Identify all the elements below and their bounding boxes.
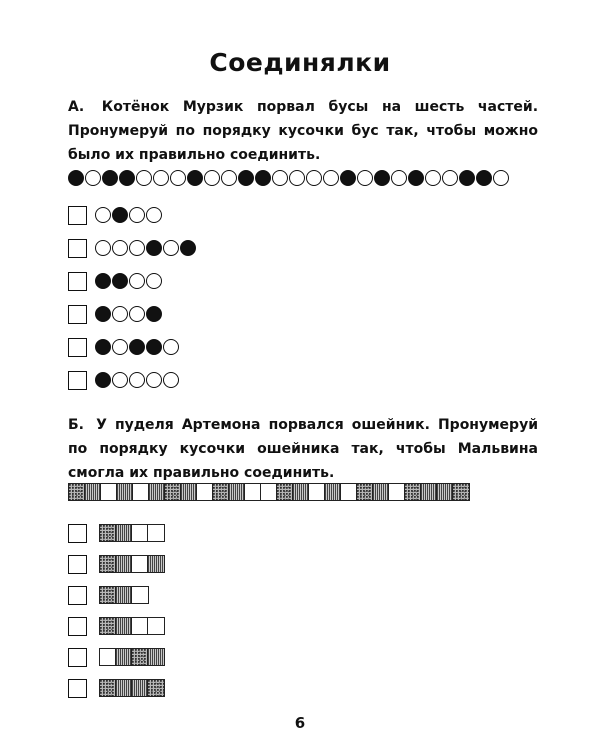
white-bead	[163, 240, 179, 256]
white-segment	[101, 484, 117, 500]
striped-segment	[229, 484, 245, 500]
black-bead	[374, 170, 390, 186]
collar-piece	[99, 648, 165, 666]
white-bead	[146, 207, 162, 223]
striped-segment	[85, 484, 101, 500]
answer-box[interactable]	[68, 648, 87, 667]
white-bead	[112, 339, 128, 355]
white-bead	[129, 372, 145, 388]
necklace-piece-row	[68, 370, 197, 390]
black-bead	[180, 240, 196, 256]
white-bead	[129, 207, 145, 223]
white-bead	[129, 240, 145, 256]
white-bead	[170, 170, 186, 186]
answer-box[interactable]	[68, 206, 87, 225]
black-bead	[146, 306, 162, 322]
white-bead	[204, 170, 220, 186]
speckled-segment	[277, 484, 293, 500]
speckled-segment	[405, 484, 421, 500]
collar-piece-row	[68, 554, 165, 574]
speckled-segment	[100, 680, 116, 696]
white-segment	[148, 618, 164, 634]
answer-box[interactable]	[68, 679, 87, 698]
speckled-segment	[148, 680, 164, 696]
striped-segment	[421, 484, 437, 500]
black-bead	[146, 339, 162, 355]
task-b-label: Б.	[68, 417, 84, 433]
black-bead	[129, 339, 145, 355]
speckled-segment	[69, 484, 85, 500]
striped-segment	[117, 484, 133, 500]
black-bead	[187, 170, 203, 186]
necklace-piece-row	[68, 304, 197, 324]
task-b-text	[68, 413, 538, 485]
speckled-segment	[165, 484, 181, 500]
white-bead	[306, 170, 322, 186]
white-bead	[425, 170, 441, 186]
striped-segment	[373, 484, 389, 500]
striped-segment	[148, 649, 164, 665]
speckled-segment	[100, 587, 116, 603]
white-segment	[261, 484, 277, 500]
striped-segment	[148, 556, 164, 572]
striped-segment	[116, 649, 132, 665]
collar-piece	[99, 679, 165, 697]
speckled-segment	[213, 484, 229, 500]
answer-box[interactable]	[68, 555, 87, 574]
task-a-text	[68, 95, 538, 167]
white-segment	[309, 484, 325, 500]
white-bead	[493, 170, 509, 186]
black-bead	[95, 306, 111, 322]
black-bead	[146, 240, 162, 256]
striped-segment	[325, 484, 341, 500]
collar-piece-row	[68, 523, 165, 543]
collar-piece	[99, 524, 165, 542]
page-title: Соединялки	[209, 48, 391, 77]
white-bead	[129, 273, 145, 289]
striped-segment	[149, 484, 165, 500]
collar-piece-row	[68, 678, 165, 698]
white-segment	[197, 484, 213, 500]
answer-box[interactable]	[68, 617, 87, 636]
full-necklace	[68, 170, 510, 186]
collar-pieces	[68, 523, 165, 709]
answer-box[interactable]	[68, 239, 87, 258]
white-bead	[391, 170, 407, 186]
speckled-segment	[453, 484, 469, 500]
black-bead	[255, 170, 271, 186]
task-a-label: А.	[68, 99, 85, 115]
necklace-piece-row	[68, 271, 197, 291]
black-bead	[112, 273, 128, 289]
full-collar	[68, 483, 470, 501]
speckled-segment	[100, 556, 116, 572]
white-bead	[112, 372, 128, 388]
white-bead	[112, 240, 128, 256]
collar-piece	[99, 555, 165, 573]
white-segment	[132, 556, 148, 572]
white-bead	[146, 372, 162, 388]
white-bead	[146, 273, 162, 289]
white-segment	[245, 484, 261, 500]
task-b-instruction: У пуделя Артемона порвался ошейник. Пронумеруй по порядку кусочки ошейника так, чтобы Мальвина смогла их правильно соединить.	[68, 417, 539, 481]
white-bead	[95, 207, 111, 223]
speckled-segment	[100, 525, 116, 541]
white-bead	[221, 170, 237, 186]
black-bead	[408, 170, 424, 186]
collar-piece-row	[68, 647, 165, 667]
white-segment	[132, 618, 148, 634]
white-bead	[129, 306, 145, 322]
necklace-piece	[95, 240, 197, 256]
striped-segment	[132, 680, 148, 696]
necklace-piece	[95, 339, 180, 355]
white-segment	[133, 484, 149, 500]
striped-segment	[181, 484, 197, 500]
black-bead	[459, 170, 475, 186]
black-bead	[476, 170, 492, 186]
answer-box[interactable]	[68, 524, 87, 543]
white-segment	[132, 525, 148, 541]
answer-box[interactable]	[68, 586, 87, 605]
speckled-segment	[100, 618, 116, 634]
necklace-piece-row	[68, 337, 197, 357]
white-bead	[323, 170, 339, 186]
black-bead	[102, 170, 118, 186]
striped-segment	[293, 484, 309, 500]
white-bead	[272, 170, 288, 186]
page-number: 6	[294, 714, 306, 732]
white-bead	[136, 170, 152, 186]
black-bead	[95, 372, 111, 388]
white-segment	[341, 484, 357, 500]
black-bead	[119, 170, 135, 186]
answer-box[interactable]	[68, 305, 87, 324]
task-a-instruction: Котёнок Мурзик порвал бусы на шесть частей. Пронумеруй по порядку кусочки бус так, чтобы можно было их правильно соединить.	[68, 99, 539, 163]
necklace-piece	[95, 207, 163, 223]
striped-segment	[116, 587, 132, 603]
necklace-piece-row	[68, 205, 197, 225]
collar-piece	[99, 586, 149, 604]
striped-segment	[116, 556, 132, 572]
necklace-pieces	[68, 205, 197, 403]
white-bead	[163, 339, 179, 355]
necklace-piece	[95, 372, 180, 388]
answer-box[interactable]	[68, 272, 87, 291]
white-bead	[112, 306, 128, 322]
white-bead	[153, 170, 169, 186]
white-segment	[389, 484, 405, 500]
answer-box[interactable]	[68, 338, 87, 357]
striped-segment	[116, 680, 132, 696]
speckled-segment	[132, 649, 148, 665]
striped-segment	[437, 484, 453, 500]
striped-segment	[116, 618, 132, 634]
white-bead	[163, 372, 179, 388]
white-bead	[95, 240, 111, 256]
white-bead	[289, 170, 305, 186]
collar-piece-row	[68, 616, 165, 636]
black-bead	[68, 170, 84, 186]
black-bead	[340, 170, 356, 186]
answer-box[interactable]	[68, 371, 87, 390]
white-bead	[85, 170, 101, 186]
collar-piece-row	[68, 585, 165, 605]
striped-segment	[116, 525, 132, 541]
black-bead	[112, 207, 128, 223]
necklace-piece-row	[68, 238, 197, 258]
speckled-segment	[357, 484, 373, 500]
black-bead	[238, 170, 254, 186]
white-segment	[148, 525, 164, 541]
collar-piece	[99, 617, 165, 635]
white-bead	[442, 170, 458, 186]
black-bead	[95, 273, 111, 289]
white-segment	[100, 649, 116, 665]
white-bead	[357, 170, 373, 186]
black-bead	[95, 339, 111, 355]
necklace-piece	[95, 306, 163, 322]
white-segment	[132, 587, 148, 603]
necklace-piece	[95, 273, 163, 289]
